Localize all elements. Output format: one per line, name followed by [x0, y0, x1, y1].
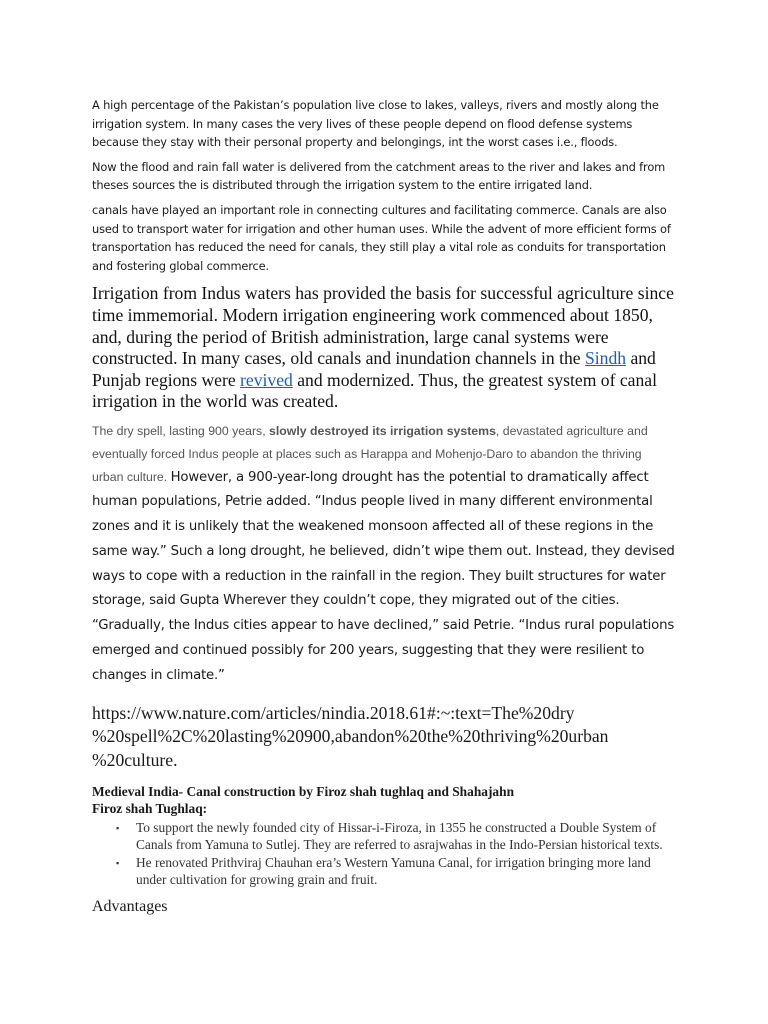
paragraph-flood-water: Now the flood and rain fall water is delivered from the catchment areas to the river and lakes and from theses sources the is distributed through the irrigation system to the entire irrigated land.	[92, 159, 666, 193]
paragraph-indus-irrigation	[92, 283, 676, 413]
source-url-line-1: https://www.nature.com/articles/nindia.2018.61#:~:text=The%20dry	[92, 702, 575, 723]
paragraph-canals: canals have played an important role in connecting cultures and facilitating commerce. Canals are also used to transport water for irrigation and other human uses. While the advent of more efficient forms of transportation has reduced the need for canals, they still play a vital role as conduits for transportation and fostering global commerce.	[92, 202, 671, 273]
source-url-line-2: %20spell%2C%20lasting%20900,abandon%20the%20thriving%20urban	[92, 726, 609, 747]
paragraph-drought	[92, 419, 676, 688]
drought-gray-bold: slowly destroyed its irrigation systems	[269, 423, 496, 438]
paragraph-population: A high percentage of the Pakistan’s population live close to lakes, valleys, rivers and mostly along the irrigation system. In many cases the very lives of these people depend on flood defense systems because they stay with their personal property and belongings, int the worst cases i.e., floods.	[92, 98, 659, 150]
medieval-heading: Medieval India- Canal construction by Firoz shah tughlaq and Shahajahn	[92, 784, 515, 800]
bullet-square-icon: ▪	[116, 858, 120, 869]
source-url	[92, 702, 676, 773]
link-sindh[interactable]: Sindh	[584, 348, 627, 369]
bullet-text: To support the newly founded city of Hissar-i-Firoza, in 1355 he constructed a Double System of Canals from Yamuna to Sutlej. They are referred to asrajwahas in the Indo-Persian historical texts.	[136, 819, 663, 852]
advantages-heading: Advantages	[92, 897, 168, 915]
drought-gray-text-2: , devastated agriculture and eventually forced Indus people at places such as Harappa and Mohenjo-Daro to abandon the thriving urban culture.	[92, 423, 648, 484]
firoz-subheading: Firoz shah Tughlaq:	[92, 800, 208, 816]
bullet-square-icon: ▪	[116, 822, 120, 833]
link-revived[interactable]: revived	[240, 369, 293, 390]
bullet-text: He renovated Prithviraj Chauhan era’s Western Yamuna Canal, for irrigation bringing more land under cultivation for growing grain and fruit.	[136, 855, 651, 888]
source-url-line-3: %20culture.	[92, 749, 178, 770]
indus-text-3: and modernized. Thus, the greatest system of canal irrigation in the world was created.	[92, 369, 657, 412]
firoz-bullet-list	[92, 820, 676, 889]
list-item	[116, 819, 676, 854]
drought-gray-text-1: The dry spell, lasting 900 years,	[92, 423, 270, 438]
list-item	[116, 855, 676, 889]
indus-text-1: Irrigation from Indus waters has provided the basis for successful agriculture since time immemorial. Modern irrigation engineering work commenced about 1850, and, during the period of British administration, large canal systems were constructed. In many cases, old canals and inundation channels in the	[92, 283, 674, 369]
indus-text-2: and Punjab regions were	[92, 348, 656, 390]
drought-quote-text: However, a 900-year-long drought has the potential to dramatically affect human populations, Petrie added. “Indus people lived in many different environmental zones and it is unlikely that the weakened monsoon affected all of these regions in the same way.” Such a long drought, he believed, didn’t wipe them out. Instead, they devised ways to cope with a reduction in the rainfall in the region. They built structures for water storage, said Gupta Wherever they couldn’t cope, they migrated out of the cities. “Gradually, the Indus cities appear to have declined,” said Petrie. “Indus rural populations emerged and continued possibly for 200 years, suggesting that they were resilient to changes in climate.”	[92, 469, 675, 683]
